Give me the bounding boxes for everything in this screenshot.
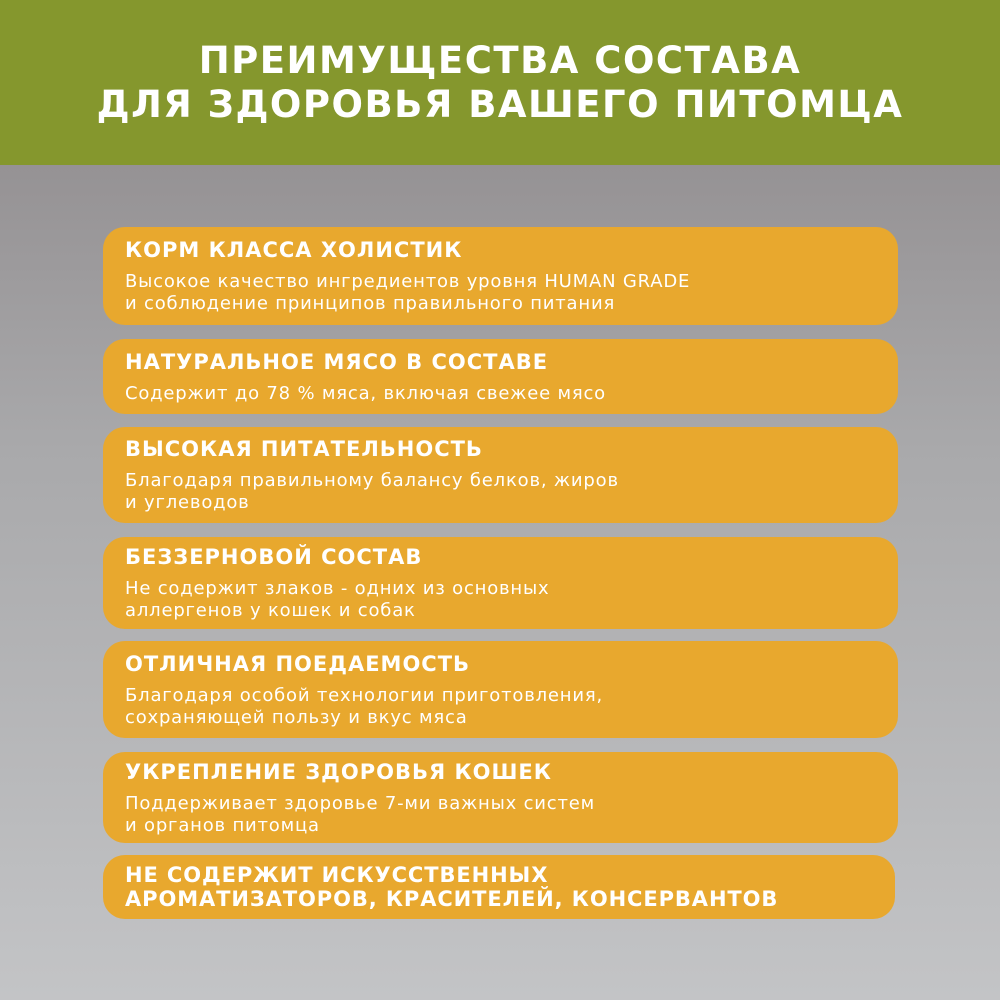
benefit-description (125, 271, 884, 315)
benefit-description-line: сохраняющей пользу и вкус мяса (125, 706, 468, 728)
benefit-card-cat-health (103, 752, 898, 843)
benefit-description-line: аллергенов у кошек и собак (125, 600, 416, 621)
page-title-line-2: ДЛЯ ЗДОРОВЬЯ ВАШЕГО ПИТОМЦА (96, 82, 904, 126)
benefit-title: ОТЛИЧНАЯ ПОЕДАЕМОСТЬ (125, 651, 471, 676)
benefit-title (125, 863, 881, 911)
benefit-card-natural-meat (103, 339, 898, 414)
header-banner (0, 0, 1000, 165)
benefit-description-line: Высокое качество ингредиентов уровня HUMAN GRADE (125, 271, 691, 292)
benefit-description-line: Благодаря особой технологии приготовления, (125, 684, 604, 706)
benefit-description-line: Содержит до 78 % мяса, включая свежее мясо (125, 382, 606, 404)
benefit-title: КОРМ КЛАССА ХОЛИСТИК (125, 238, 463, 262)
benefit-description-line: Не содержит злаков - одних из основных (125, 578, 550, 599)
benefit-card-grain-free (103, 537, 898, 629)
benefit-title-line: НЕ СОДЕРЖИТ ИСКУССТВЕННЫХ (125, 863, 549, 887)
benefit-title-line: АРОМАТИЗАТОРОВ, КРАСИТЕЛЕЙ, КОНСЕРВАНТОВ (125, 887, 779, 911)
benefit-description-line: Поддерживает здоровье 7-ми важных систем (125, 792, 596, 814)
benefit-description-line: и соблюдение принципов правильного питания (125, 293, 616, 314)
benefit-card-no-additives (103, 855, 895, 919)
benefit-description (125, 470, 884, 514)
benefit-title: УКРЕПЛЕНИЕ ЗДОРОВЬЯ КОШЕК (125, 759, 552, 784)
benefit-title: ВЫСОКАЯ ПИТАТЕЛЬНОСТЬ (125, 437, 483, 461)
benefit-description (125, 685, 884, 729)
benefit-description (125, 383, 884, 405)
benefit-title: НАТУРАЛЬНОЕ МЯСО В СОСТАВЕ (125, 349, 549, 374)
benefit-card-palatability (103, 641, 898, 738)
benefit-card-holistic (103, 227, 898, 325)
page-title-line-1: ПРЕИМУЩЕСТВА СОСТАВА (198, 38, 802, 82)
benefit-title: БЕЗЗЕРНОВОЙ СОСТАВ (125, 545, 423, 569)
benefit-description-line: и углеводов (125, 492, 250, 513)
benefit-description (125, 793, 884, 837)
benefit-description-line: и органов питомца (125, 814, 320, 836)
benefit-description-line: Благодаря правильному балансу белков, жиров (125, 470, 619, 491)
benefit-description (125, 578, 884, 622)
benefit-card-nutrition (103, 427, 898, 523)
